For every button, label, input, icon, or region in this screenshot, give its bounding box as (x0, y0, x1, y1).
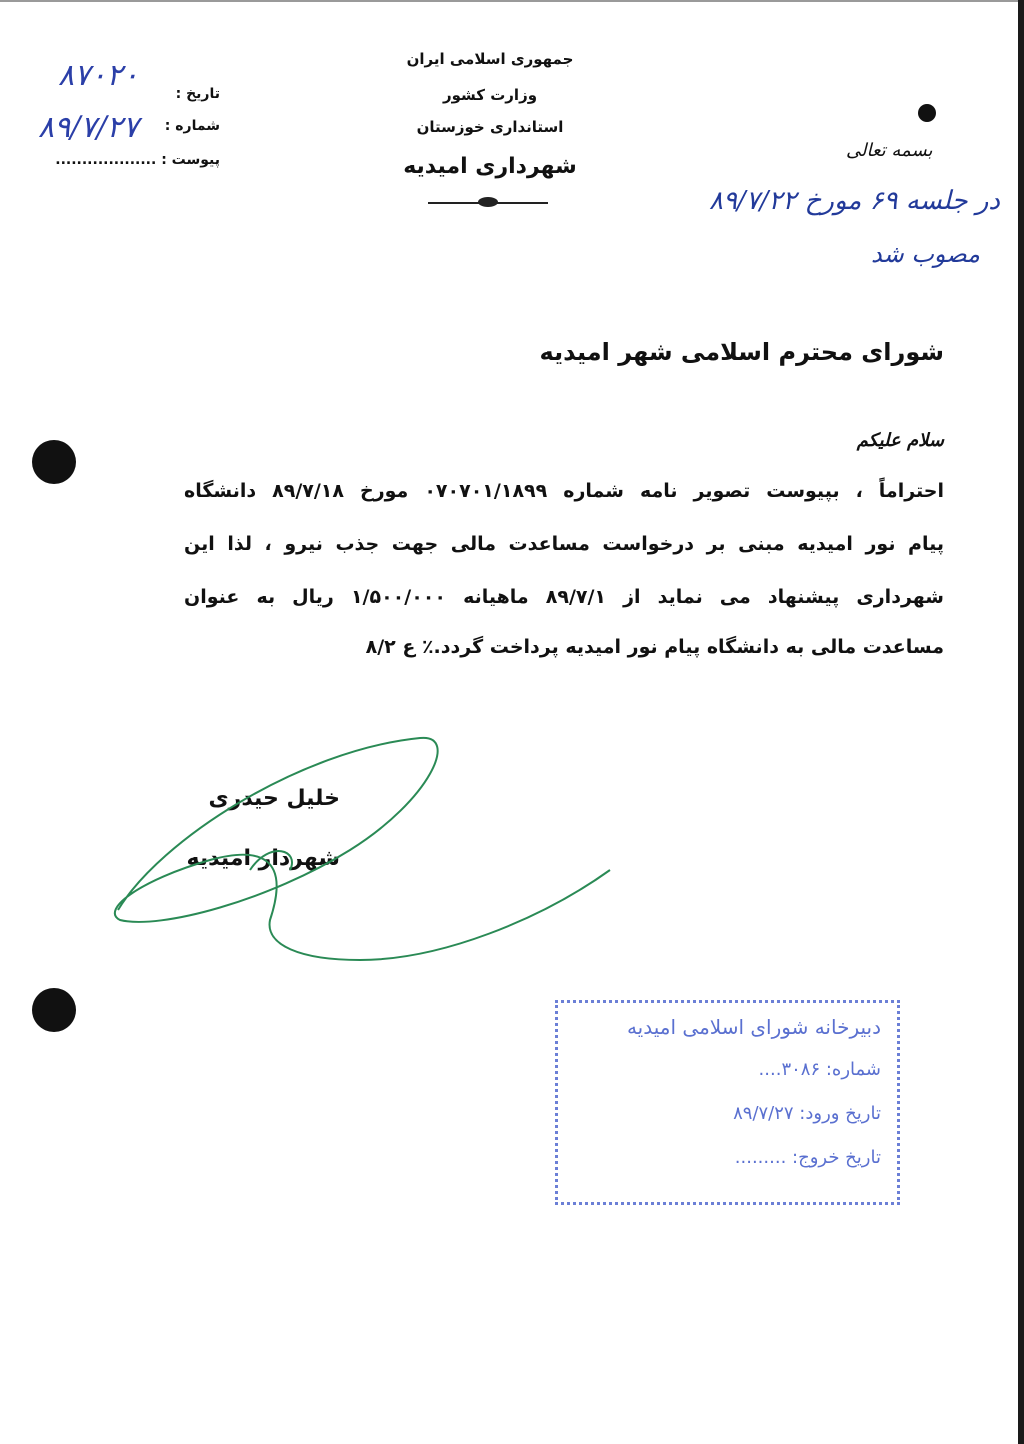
header-line-municipality: شهرداری امیدیه (403, 154, 577, 179)
stamp-office-name: دبیرخانه شورای اسلامی امیدیه (626, 1015, 881, 1039)
body-line-3: شهرداری پیشنهاد می نماید از ۸۹/۷/۱ ماهیانه ۱/۵۰۰/۰۰۰ ریال به عنوان (184, 586, 944, 608)
punch-hole-bottom (32, 988, 76, 1032)
signer-name: خلیل حیدری (208, 786, 340, 811)
attachment-label: پیوست : ................... (55, 152, 220, 168)
annotation-line-2: مصوب شد (871, 240, 980, 268)
punch-hole-top (32, 440, 76, 484)
body-line-4: مساعدت مالی به دانشگاه پیام نور امیدیه پرداخت گردد.٪ ع ۸/۲ (365, 636, 944, 658)
handwritten-signature (100, 720, 620, 970)
recipient-title: شورای محترم اسلامی شهر امیدیه (539, 338, 944, 366)
body-line-2: پیام نور امیدیه مبنی بر درخواست مساعدت مالی جهت جذب نیرو ، لذا این (184, 533, 944, 555)
date-label: تاریخ : (175, 86, 220, 102)
stamp-entry-date: تاریخ ورود: ۸۹/۷/۲۷ (733, 1103, 881, 1124)
council-receipt-stamp (555, 1000, 900, 1205)
header-line-ministry: وزارت کشور (442, 86, 538, 104)
ink-mark (918, 104, 936, 122)
handwritten-date: ۸۷۰۲۰ (58, 58, 139, 93)
header-line-province: استانداری خوزستان (416, 118, 564, 136)
handwritten-number: ۸۹/۷/۲۷ (38, 110, 139, 145)
stamp-exit-date: تاریخ خروج: ......... (734, 1147, 881, 1168)
greeting: سلام علیکم (856, 430, 944, 451)
stamp-number: شماره: ۳۰۸۶.... (758, 1059, 881, 1080)
header-divider-ornament (478, 197, 498, 207)
number-label: شماره : (164, 118, 220, 134)
page-top-edge (0, 0, 1024, 2)
annotation-basmala: بسمه تعالی (846, 140, 933, 161)
body-line-1: احتراماً ، بپیوست تصویر نامه شماره ۰۷۰۷۰۱/۱۸۹۹ مورخ ۸۹/۷/۱۸ دانشگاه (184, 480, 944, 502)
annotation-line-1: در جلسه ۶۹ مورخ ۸۹/۷/۲۲ (709, 186, 1000, 216)
signer-title: شهردار امیدیه (186, 846, 340, 871)
header-line-country: جمهوری اسلامی ایران (406, 50, 574, 68)
page-right-edge (1018, 0, 1024, 1444)
